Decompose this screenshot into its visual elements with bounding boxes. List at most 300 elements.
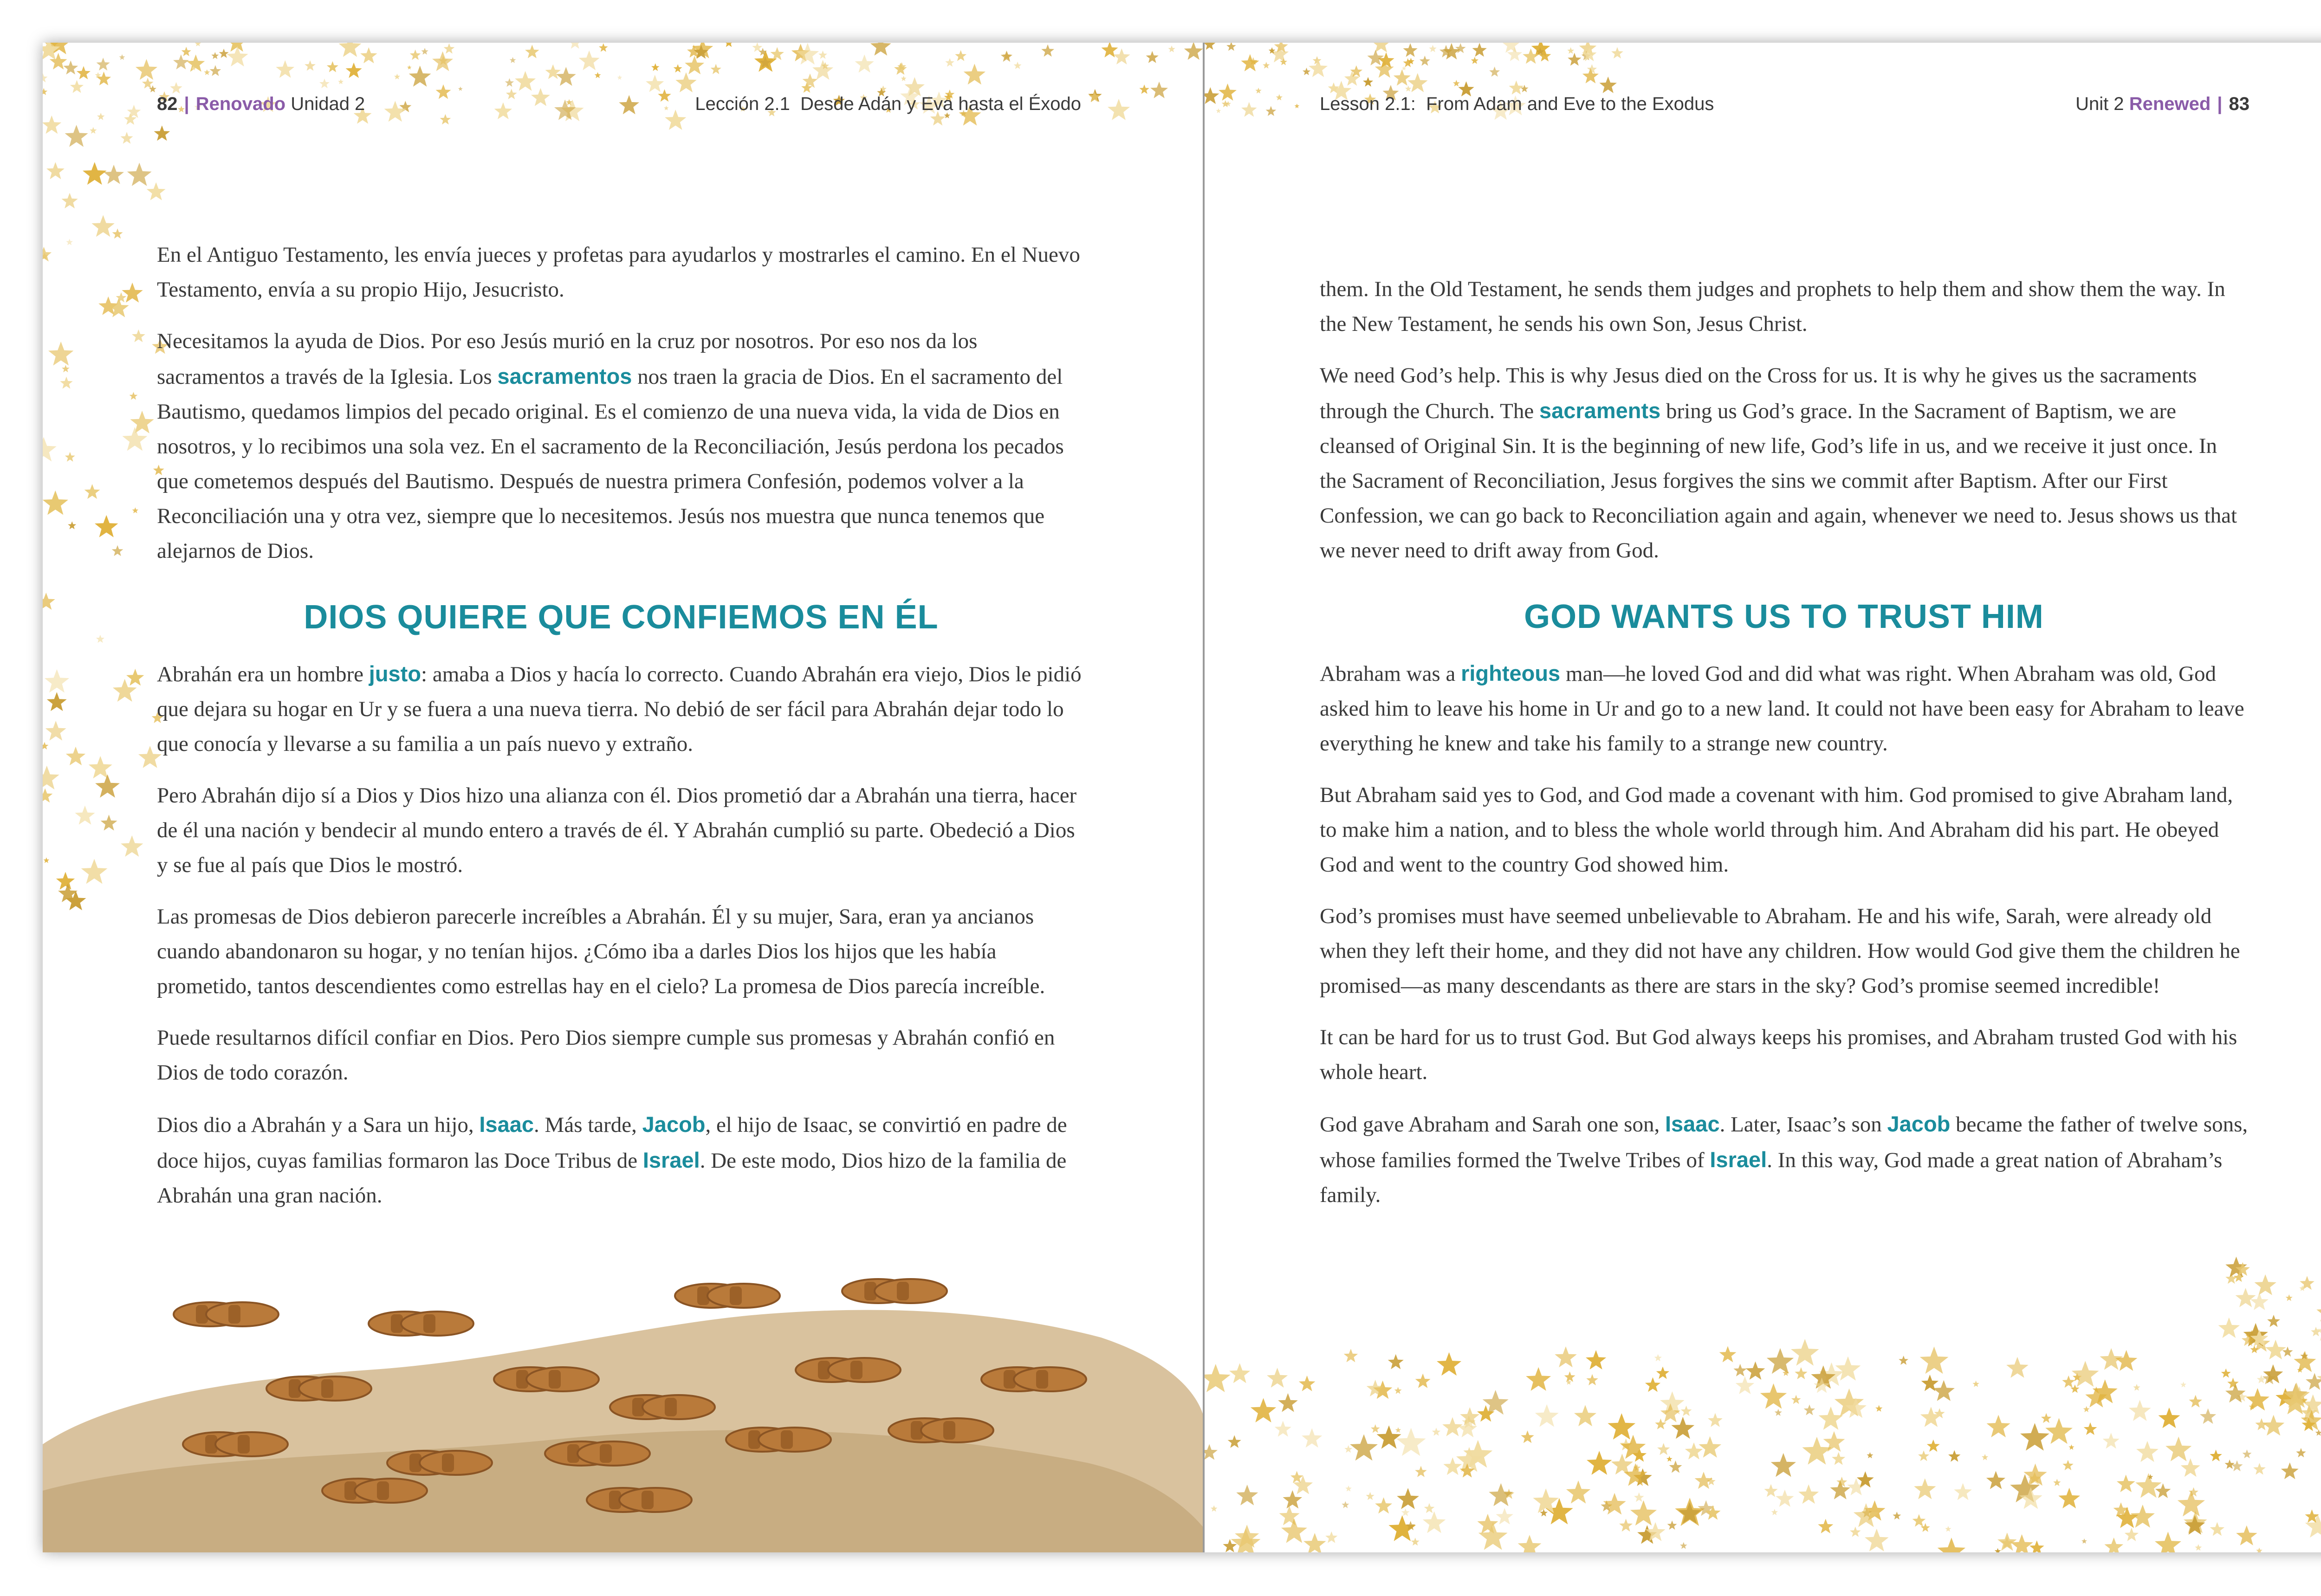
star-shape (43, 73, 48, 83)
lesson-title: Desde Adán y Eva hasta el Éxodo (800, 94, 1081, 114)
star-shape (1568, 53, 1581, 66)
star-shape (97, 71, 111, 85)
star-shape (724, 43, 733, 47)
left-page (43, 43, 1204, 1552)
star-shape (338, 79, 344, 84)
paragraph-text: became the father of twelve sons, whose families formed the Twelve Tribes of (1320, 1112, 2248, 1172)
star-shape (1699, 1436, 1721, 1458)
star-shape (1608, 1413, 1635, 1440)
star-shape (1405, 85, 1412, 91)
star-shape (2253, 1463, 2266, 1474)
star-shape (1299, 1376, 1316, 1391)
body-paragraph (157, 1107, 1085, 1213)
star-shape (1764, 1484, 1777, 1497)
star-shape (2104, 1538, 2123, 1552)
star-shape (173, 54, 189, 69)
star-shape (142, 78, 154, 88)
star-shape (65, 452, 75, 462)
star-shape (48, 342, 73, 366)
star-shape (339, 43, 362, 57)
star-shape (1394, 69, 1411, 85)
sandal-strap (423, 1314, 435, 1333)
star-shape (1150, 82, 1168, 98)
star-shape (1345, 1486, 1352, 1492)
star-shape (1108, 99, 1130, 120)
star-shape (60, 377, 72, 389)
sandal-strap (730, 1286, 742, 1305)
star-shape (2236, 1288, 2256, 1307)
star-shape (1371, 1424, 1380, 1433)
star-shape (1420, 56, 1430, 66)
star-shape (1599, 77, 1617, 93)
star-shape (2159, 1408, 2180, 1428)
star-shape (211, 52, 219, 59)
star-shape (122, 283, 143, 303)
sandal-strap (897, 1282, 909, 1300)
star-shape (2041, 1413, 2051, 1423)
star-shape (1948, 1450, 1960, 1462)
glossary-term: Isaac (1665, 1111, 1720, 1136)
left-page-header (157, 94, 365, 115)
sandal-sole (401, 1312, 473, 1336)
star-shape (127, 105, 141, 118)
star-shape (1567, 47, 1574, 54)
star-shape (97, 113, 105, 120)
star-shape (2265, 1340, 2286, 1360)
sandal-strap (665, 1398, 677, 1416)
star-shape (187, 54, 205, 71)
star-shape (1184, 43, 1203, 60)
star-shape (1938, 1538, 1965, 1552)
sandal-sole (1014, 1367, 1086, 1391)
star-shape (1619, 1519, 1633, 1532)
star-shape (407, 65, 412, 70)
star-shape (2006, 1357, 2029, 1378)
star-shape (651, 63, 660, 71)
star-shape (2117, 1475, 2135, 1493)
body-paragraph (157, 324, 1085, 569)
star-shape (964, 64, 985, 84)
star-shape (1771, 1453, 1796, 1477)
star-shape (568, 43, 582, 49)
star-shape (1654, 1354, 1662, 1362)
glossary-term: Israel (642, 1148, 700, 1172)
star-shape (818, 51, 827, 59)
star-shape (1695, 1472, 1713, 1489)
sandal-strap (549, 1370, 561, 1389)
star-shape (1204, 43, 1215, 50)
lesson-label: Lección 2.1 (695, 94, 790, 114)
star-shape (1489, 66, 1500, 77)
star-shape (44, 857, 50, 863)
star-shape (2224, 1460, 2235, 1469)
star-shape (132, 507, 139, 513)
star-shape (665, 110, 686, 130)
star-shape (2200, 1409, 2216, 1424)
star-shape (1775, 1409, 1782, 1416)
right-body-text (1320, 272, 2248, 1229)
star-shape (1241, 102, 1257, 117)
star-shape (1986, 1471, 2005, 1489)
sandal-sole (619, 1488, 692, 1512)
star-shape (803, 73, 818, 88)
star-shape (675, 72, 697, 92)
star-shape (1776, 1490, 1794, 1507)
star-shape (2255, 1274, 2276, 1295)
star-shape (66, 747, 85, 765)
paragraph-text: nos traen la gracia de Dios. En el sacramento del Bautismo, quedamos limpios del pecado original. Es el comienzo de una nueva vida, la vida de Dios en nosotros, y lo recibimos una sola vez. En el sacramento de la Reconciliación, Jesús perdona los pecados que cometemos después del Bautismo. Después de nuestra primera Confesión, podemos volver a la Reconciliación una y otra vez, siempre que lo necesitemos. Jesús nos muestra que nunca tenemos que alejarnos de Dios. (157, 365, 1064, 563)
star-shape (556, 67, 576, 86)
star-shape (1850, 1526, 1861, 1537)
body-paragraph (1320, 656, 2248, 761)
star-shape (1226, 43, 1236, 51)
star-shape (276, 60, 294, 78)
sandal-strap (642, 1491, 654, 1509)
star-shape (1407, 73, 1427, 92)
star-shape (2136, 1441, 2159, 1462)
star-shape (1535, 1404, 1559, 1427)
star-shape (84, 484, 100, 499)
star-shape (1630, 1500, 1657, 1525)
star-shape (1835, 1357, 1861, 1381)
star-shape (1363, 77, 1373, 87)
star-shape (1920, 1407, 1942, 1427)
star-shape (410, 50, 421, 60)
star-shape (1303, 1533, 1326, 1552)
star-shape (1586, 1350, 1606, 1370)
star-shape (43, 742, 49, 750)
star-shape (210, 65, 221, 76)
star-shape (305, 60, 316, 71)
star-shape (1146, 51, 1159, 63)
star-shape (1263, 62, 1270, 69)
paragraph-text: Puede resultarnos difícil confiar en Dios. Pero Dios siempre cumple sus promesas y Abrahán confió en Dios de todo corazón. (157, 1026, 1055, 1085)
star-shape (327, 61, 338, 72)
star-shape (1350, 1434, 1378, 1460)
star-shape (1342, 1501, 1349, 1508)
sandal-sole (355, 1479, 427, 1503)
star-shape (1204, 1364, 1231, 1392)
star-shape (1920, 1347, 1949, 1374)
star-shape (2178, 1490, 2205, 1516)
star-shape (77, 66, 91, 79)
left-page-lesson-header (695, 94, 1081, 115)
star-shape (1489, 1483, 1513, 1506)
page-gutter (1203, 43, 1205, 1552)
star-shape (1415, 1466, 1427, 1477)
star-shape (1271, 45, 1289, 63)
star-shape (132, 330, 145, 342)
star-shape (1574, 1405, 1596, 1426)
sandal-sole (299, 1376, 371, 1401)
star-shape (1987, 1415, 2010, 1438)
star-shape (1266, 106, 1277, 116)
star-shape (2267, 1315, 2280, 1327)
star-shape (1344, 1445, 1352, 1453)
star-shape (122, 427, 147, 451)
star-shape (1168, 45, 1175, 52)
star-shape (101, 814, 117, 830)
star-shape (2281, 1462, 2299, 1479)
star-shape (1899, 1356, 1908, 1365)
star-shape (458, 86, 463, 90)
glossary-term: justo (369, 661, 421, 686)
star-shape (112, 545, 123, 556)
star-shape (1471, 57, 1478, 64)
sandal-strap (377, 1481, 389, 1500)
star-shape (360, 47, 377, 63)
sandal-strap (321, 1379, 333, 1398)
page-number: 83 (2229, 94, 2250, 114)
star-shape (1279, 1506, 1300, 1525)
star-shape (2129, 1400, 2151, 1421)
star-shape (2189, 1395, 2202, 1408)
star-shape (955, 50, 966, 61)
star-shape (1432, 1428, 1440, 1436)
star-shape (1669, 1460, 1682, 1473)
star-shape (2115, 1350, 2137, 1371)
paragraph-text: bring us God’s grace. In the Sacrament of Baptism, we are cleansed of Original Sin. It is the beginning of new life, God’s life in us, and we receive it just once. In the Sacrament of Reconciliation, Jesus forgives the sins we commit after Baptism. After our First Confession, we can go back to Reconciliation again and again, whenever we need to. Jesus shows us that we never need to drift away from God. (1320, 399, 2237, 562)
sandal-sole (215, 1432, 288, 1456)
star-shape (43, 88, 47, 95)
star-shape (1295, 103, 1300, 108)
star-shape (43, 788, 52, 803)
star-shape (617, 75, 622, 80)
star-shape (1453, 80, 1460, 86)
star-shape (945, 58, 954, 67)
star-shape (1366, 1492, 1374, 1500)
star-shape (1982, 1454, 1988, 1460)
star-shape (1804, 1404, 1815, 1415)
star-shape (63, 60, 78, 74)
star-shape (1423, 1511, 1446, 1533)
paragraph-text: . In this way, God made a great nation of Abraham’s family. (1320, 1148, 2223, 1207)
star-shape (1401, 1508, 1410, 1516)
star-shape (1255, 88, 1261, 94)
star-shape (664, 106, 668, 110)
star-shape (2165, 1436, 2191, 1461)
star-shape (2062, 1376, 2075, 1388)
star-shape (121, 835, 143, 857)
body-paragraph (1320, 899, 2248, 1003)
star-shape (770, 47, 784, 60)
star-shape (901, 76, 907, 81)
star-shape (1798, 1484, 1819, 1504)
body-paragraph (1320, 778, 2248, 882)
sandal-strap (1036, 1370, 1048, 1389)
star-shape (1972, 1381, 1979, 1387)
star-shape (2316, 1302, 2321, 1322)
star-shape (1933, 1380, 1955, 1401)
star-shape (1395, 1427, 1401, 1433)
star-shape (45, 669, 69, 693)
star-shape (1219, 84, 1237, 101)
star-shape (752, 43, 762, 52)
star-shape (1680, 1542, 1687, 1549)
star-shape (409, 65, 431, 86)
star-shape (796, 43, 819, 65)
star-shape (1657, 1443, 1670, 1455)
star-shape (1719, 1346, 1737, 1363)
star-shape (90, 127, 97, 134)
star-shape (2236, 1525, 2257, 1545)
star-shape (2155, 1531, 2181, 1552)
star-shape (1832, 1452, 1845, 1465)
star-shape (440, 114, 451, 124)
star-shape (1656, 1367, 1669, 1379)
star-shape (154, 125, 170, 141)
star-shape (1865, 1529, 1889, 1551)
star-shape (545, 65, 561, 79)
star-shape (619, 95, 639, 115)
star-shape (2072, 1361, 2099, 1387)
sandal-strap (442, 1454, 454, 1472)
book-name: Renovado (195, 94, 286, 114)
star-shape (83, 162, 107, 185)
star-shape (92, 215, 115, 237)
star-shape (1875, 1405, 1882, 1412)
paragraph-text: But Abraham said yes to God, and God made a covenant with him. God promised to give Abraham land, to make him a nation, and to bless the whole world through him. And Abraham did his part. He obeyed God and went to the country God showed him. (1320, 783, 2233, 877)
star-shape (1645, 1377, 1660, 1392)
star-shape (43, 491, 68, 515)
paragraph-text: En el Antiguo Testamento, les envía jueces y profetas para ayudarlos y mostrarles el camino. En el Nuevo Testamento, envía a su propio Hijo, Jesucristo. (157, 243, 1080, 302)
star-shape (1472, 43, 1487, 57)
star-shape (2246, 1388, 2269, 1410)
star-shape (1819, 1407, 1843, 1430)
star-shape (1555, 1346, 1577, 1367)
star-shape (62, 365, 70, 372)
paragraph-text: Abrahán era un hombre (157, 662, 369, 686)
star-shape (506, 89, 517, 99)
star-shape (1526, 1367, 1551, 1391)
star-shape (1736, 1376, 1755, 1394)
star-shape (97, 58, 110, 71)
paragraph-text: : amaba a Dios y hacía lo correcto. Cuando Abrahán era viejo, Dios le pidió que dejara su hogar en Ur y se fuera a una nueva tierra. No debió de ser fácil para Abrahán dejar todo lo que conocía y llevarse a su familia a un país nuevo y extraño. (157, 662, 1082, 756)
star-shape (1325, 1531, 1337, 1543)
glossary-term: righteous (1461, 661, 1561, 685)
sandal-sole (206, 1302, 279, 1326)
paragraph-text: Abraham was a (1320, 662, 1461, 686)
star-shape (494, 103, 512, 119)
star-shape (1611, 47, 1623, 59)
star-shape (1995, 1548, 2001, 1552)
star-shape (1228, 1435, 1241, 1448)
star-shape (1275, 1421, 1291, 1437)
star-shape (1913, 1514, 1926, 1527)
paragraph-text: Las promesas de Dios debieron parecerle increíbles a Abrahán. Él y su mujer, Sara, eran ya ancianos cuando abandonaron su hogar, y no tenían hijos. ¿Cómo iba a darles Dios los hijos que les había prometido, tantos descendientes como estrellas hay en el cielo? La promesa de Dios parecía increíble. (157, 905, 1045, 998)
star-shape (43, 766, 59, 789)
star-shape (1918, 1450, 1929, 1461)
star-shape (1945, 1526, 1951, 1531)
paragraph-group (157, 238, 1085, 569)
star-shape (1666, 1456, 1673, 1461)
glossary-term: Jacob (642, 1112, 706, 1137)
star-shape (1236, 1485, 1258, 1506)
star-shape (1518, 1535, 1542, 1552)
star-shape (56, 872, 75, 890)
star-shape (170, 82, 182, 94)
star-shape (1397, 1488, 1419, 1509)
sandal-sole (828, 1358, 901, 1382)
body-paragraph (157, 899, 1085, 1004)
star-shape (1309, 59, 1328, 77)
paragraph-group (1320, 656, 2248, 1213)
star-shape (1509, 80, 1524, 94)
star-shape (436, 84, 451, 99)
star-shape (1678, 1502, 1701, 1524)
star-shape (95, 515, 118, 537)
star-shape (1771, 1509, 1778, 1515)
body-paragraph (1320, 1020, 2248, 1090)
star-shape (1394, 1387, 1402, 1394)
star-shape (2020, 1423, 2049, 1451)
paragraph-text: We need God’s help. This is why Jesus died on the Cross for us. It is why he gives us the sacraments through the Church. The (1320, 363, 2197, 423)
star-shape (2257, 1375, 2266, 1383)
star-shape (1372, 43, 1391, 52)
star-shape (2221, 1369, 2231, 1378)
star-shape (2227, 1378, 2239, 1389)
star-shape (127, 163, 152, 186)
star-shape (227, 46, 248, 66)
star-shape (112, 228, 123, 239)
star-shape (1783, 1370, 1789, 1376)
section-heading: GOD WANTS US TO TRUST HIM (1524, 598, 2044, 635)
star-shape (1496, 1508, 1513, 1525)
sandal-sole (577, 1441, 650, 1466)
star-shape (685, 56, 704, 74)
star-shape (2315, 1429, 2321, 1436)
star-shape (1586, 1374, 1598, 1385)
star-shape (2180, 1382, 2186, 1388)
star-shape (1415, 1374, 1431, 1388)
body-paragraph (157, 778, 1085, 883)
star-shape (2053, 1479, 2061, 1486)
glossary-term: sacramentos (497, 364, 632, 388)
body-paragraph (157, 1021, 1085, 1090)
paragraph-text: Necesitamos la ayuda de Dios. Por eso Jesús murió en la cruz por nosotros. Por eso nos da los sacramentos a través de la Iglesia. Los (157, 329, 978, 389)
header-separator: | (2217, 94, 2223, 114)
right-page-lesson-header (1320, 94, 1714, 115)
star-shape (1733, 1364, 1747, 1376)
star-shape (2029, 1540, 2044, 1552)
glossary-term: Jacob (1887, 1111, 1951, 1136)
star-shape (1437, 1352, 1461, 1376)
star-shape (1708, 1413, 1723, 1427)
sandal-strap (228, 1305, 240, 1324)
star-shape (531, 88, 550, 106)
star-shape (432, 52, 453, 71)
star-shape (525, 45, 539, 58)
glossary-term: Isaac (479, 1112, 534, 1137)
sandal-strap (850, 1361, 862, 1379)
paragraph-text: . Later, Isaac’s son (1719, 1112, 1887, 1137)
left-body-text (157, 238, 1085, 1230)
star-shape (1502, 43, 1520, 53)
unit-label: Unit 2 (2075, 94, 2124, 114)
star-shape (1251, 1398, 1276, 1422)
star-shape (1478, 1522, 1508, 1550)
star-shape (2125, 1528, 2139, 1541)
glossary-term: Israel (1710, 1147, 1767, 1172)
star-shape (2210, 1450, 2222, 1461)
star-shape (47, 692, 67, 711)
star-shape (95, 774, 120, 797)
star-shape (43, 437, 57, 462)
star-shape (2256, 1548, 2263, 1552)
lesson-title: From Adam and Eve to the Exodus (1426, 94, 1714, 114)
star-shape (1927, 1440, 1940, 1452)
star-shape (65, 125, 88, 147)
